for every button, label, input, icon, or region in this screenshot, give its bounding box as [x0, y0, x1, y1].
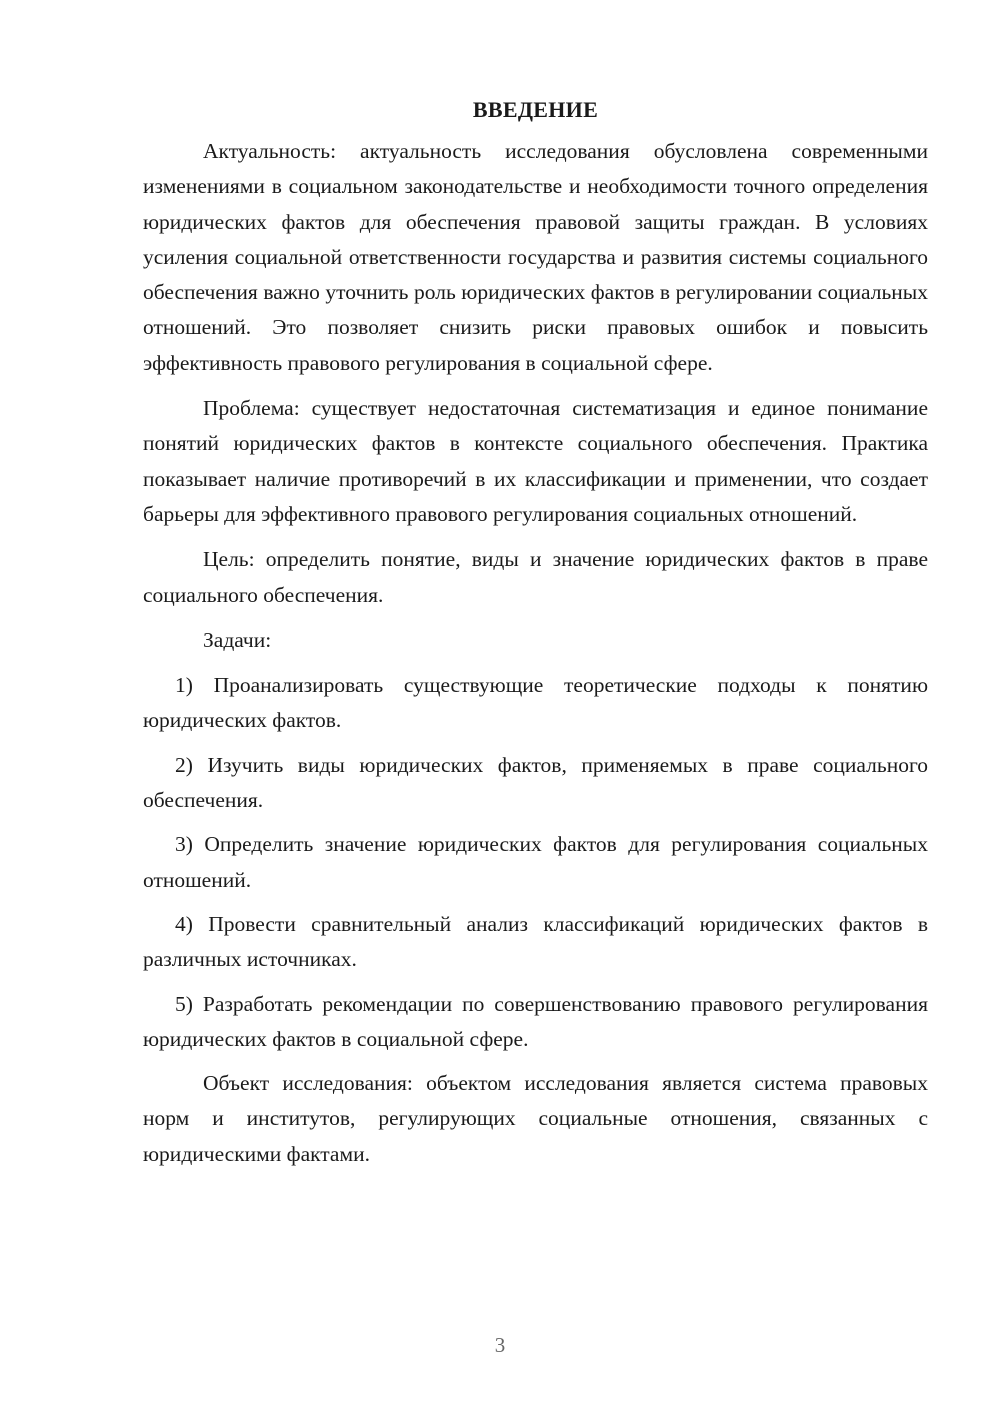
task-item-3: 3) Определить значение юридических фактов для регулирования социальных отношений. — [143, 832, 928, 892]
paragraph-goal: Цель: определить понятие, виды и значение юридических фактов в праве социального обеспечения. — [143, 547, 928, 607]
task-item-2: 2) Изучить виды юридических фактов, применяемых в праве социального обеспечения. — [143, 752, 928, 813]
paragraph-problem: Проблема: существует недостаточная систематизация и единое понимание понятий юридических фактов в контексте социального обеспечения. Практика показывает наличие противоречий в их классификации и применении, что создает барьеры для эффективного правового регулирования социальных отношений. — [143, 396, 928, 526]
paragraph-object: Объект исследования: объектом исследования является система правовых норм и институтов, регулирующих социальные отношения, связанных с юридическими фактами. — [143, 1071, 928, 1166]
section-title: ВВЕДЕНИЕ — [472, 97, 599, 122]
task-item-5: 5) Разработать рекомендации по совершенствованию правового регулирования юридических фактов в социальной сфере. — [143, 991, 928, 1051]
page-number: 3 — [494, 1333, 506, 1357]
task-item-4: 4) Провести сравнительный анализ классификаций юридических фактов в различных источниках. — [143, 911, 928, 972]
document-page — [143, 92, 928, 1172]
task-item-1: 1) Проанализировать существующие теоретические подходы к понятию юридических фактов. — [143, 673, 928, 733]
paragraph-tasks-heading: Задачи: — [203, 627, 272, 652]
paragraph-relevance: Актуальность: актуальность исследования обусловлена современными изменениями в социальном законодательстве и необходимости точного определения юридических фактов для обеспечения правовой защиты граждан. В условиях усиления социальной ответственности государства и развития системы социального обеспечения важно уточнить роль юридических фактов в регулировании социальных отношений. Это позволяет снизить риски правовых ошибок и повысить эффективность правового регулирования в социальной сфере. — [143, 139, 928, 375]
